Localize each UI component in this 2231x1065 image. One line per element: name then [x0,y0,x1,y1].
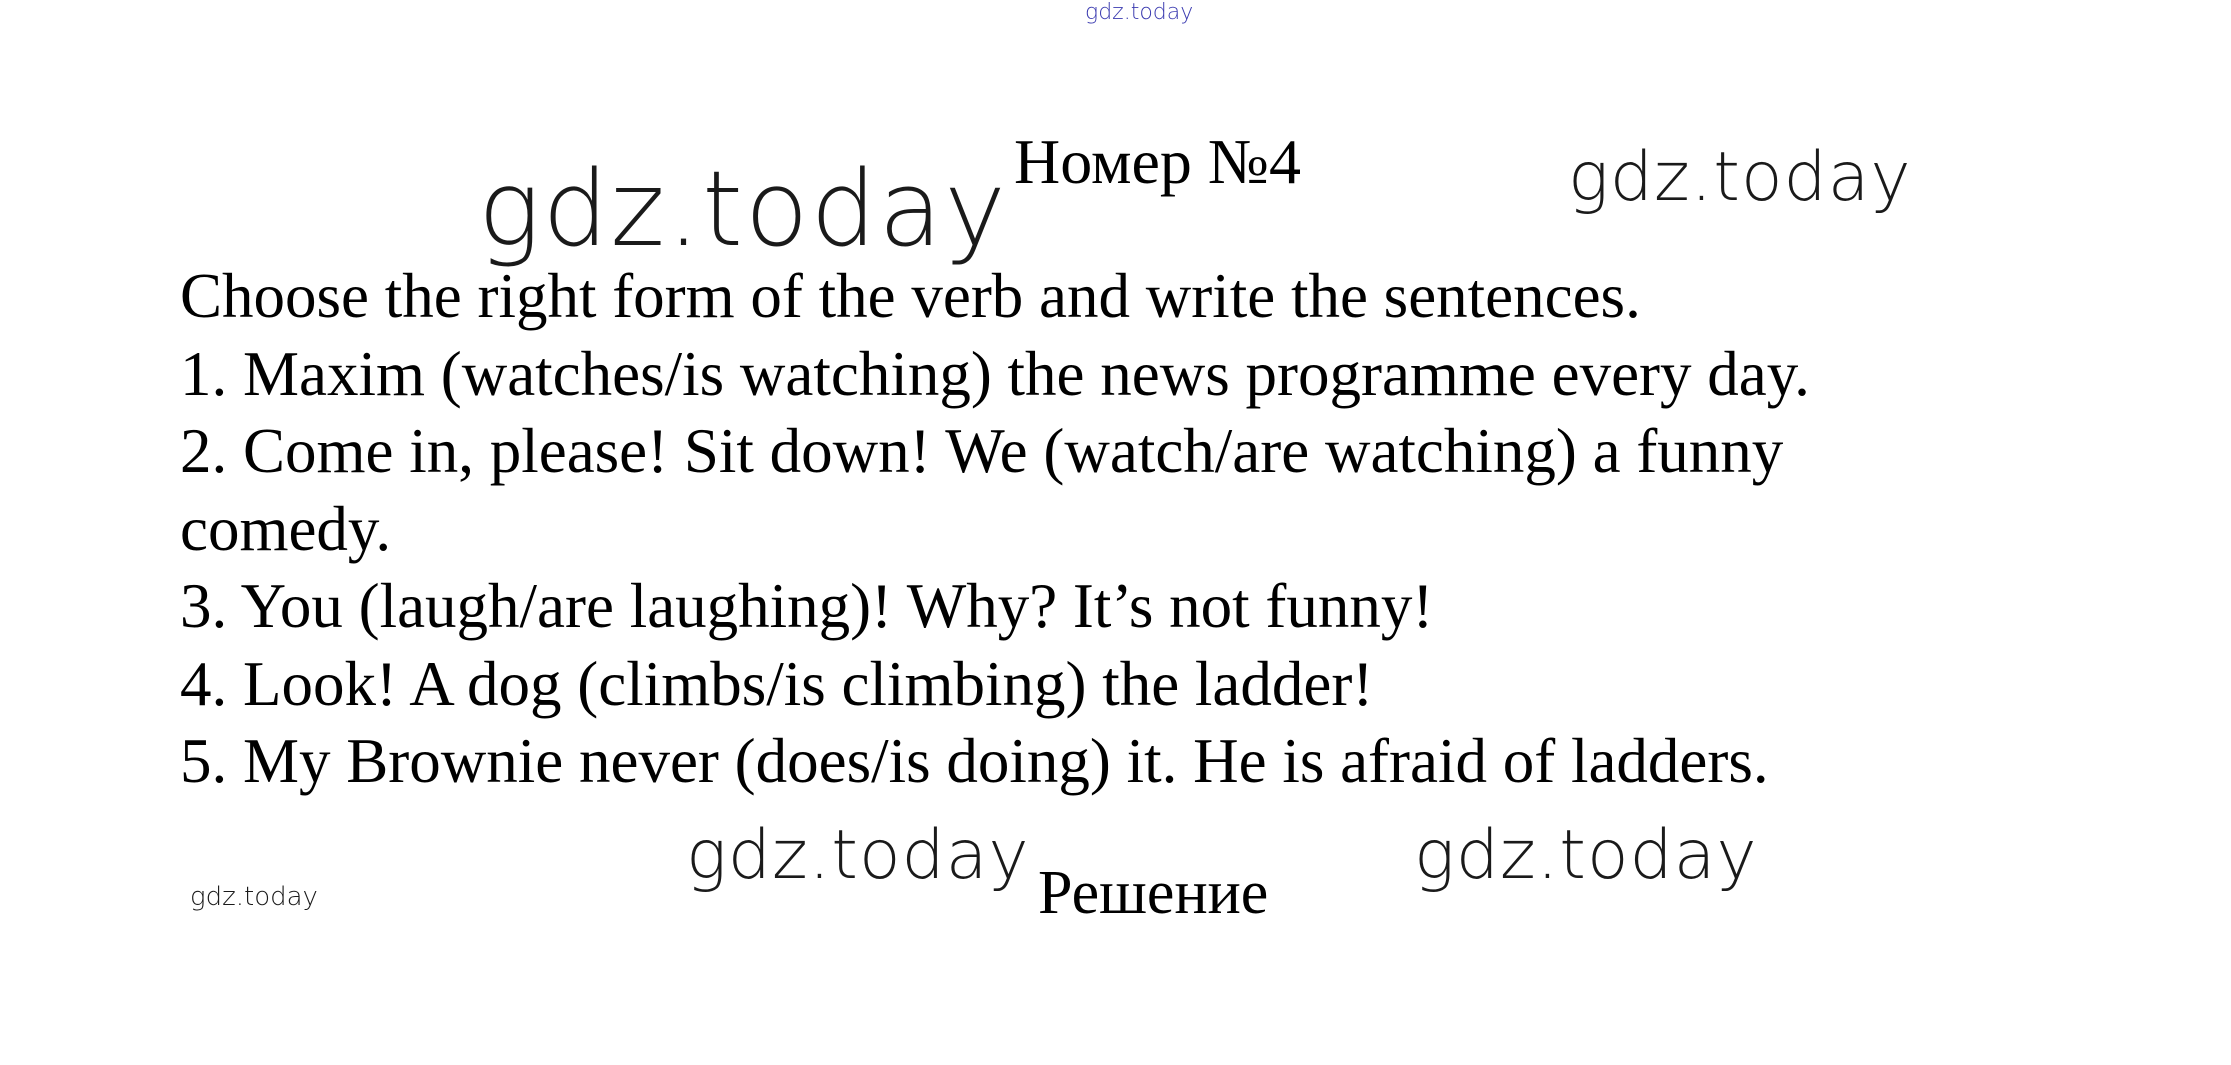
task-instruction: Choose the right form of the verb and write the sentences. [180,261,1641,331]
watermark-mid-right: gdz.today [1414,816,1758,895]
task-item: 3. You (laugh/are laughing)! Why? It’s not funny! [180,571,1434,641]
solution-label: Решение [1038,859,1269,927]
watermark-large: gdz.today [478,148,1008,270]
exercise-heading: Номер №4 [1014,126,1301,197]
task-item: 2. Come in, please! Sit down! We (watch/are watching) a funny [180,416,1784,486]
task-item-continuation: comedy. [180,493,392,564]
task-item: 4. Look! A dog (climbs/is climbing) the ladder! [180,648,1374,719]
watermark-right-top: gdz.today [1568,138,1912,217]
watermark-top: gdz.today [1085,0,1194,25]
watermark-small: gdz.today [190,882,318,912]
task-item: 1. Maxim (watches/is watching) the news programme every day. [180,338,1810,409]
watermark-mid-left: gdz.today [686,816,1030,895]
task-item: 5. My Brownie never (does/is doing) it. He is afraid of ladders. [180,726,1769,796]
exercise-task [180,258,2040,801]
